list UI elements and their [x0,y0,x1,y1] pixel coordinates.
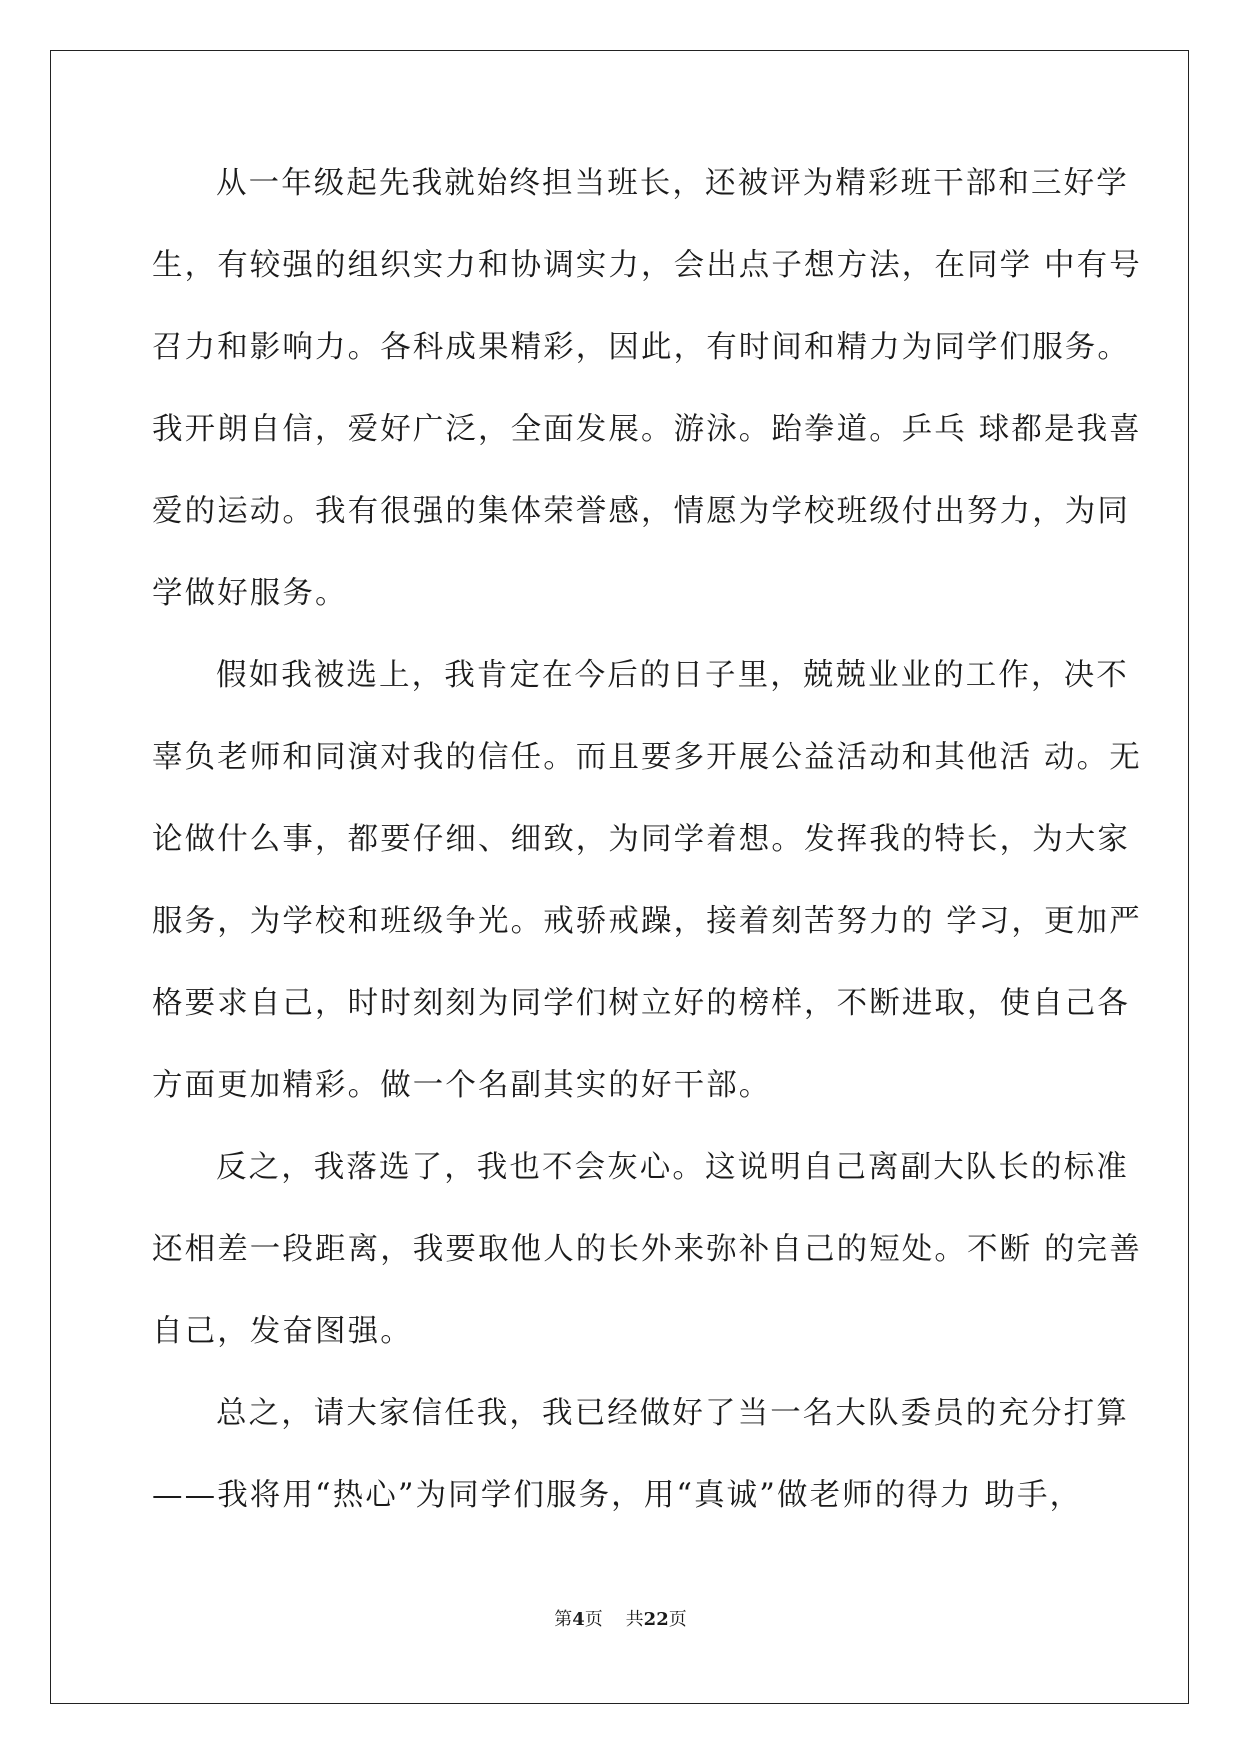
text-line: 格要求自己，时时刻刻为同学们树立好的榜样，不断进取，使自己各 [152,986,1130,1021]
text-line: 爱的运动。我有很强的集体荣誉感，情愿为学校班级付出努力，为同 [152,494,1130,529]
total-pages: 22 [643,1609,669,1630]
text-line: 方面更加精彩。做一个名副其实的好干部。 [152,1068,772,1103]
text-line: 自己，发奋图强。 [152,1314,413,1349]
text-line: 总之，请大家信任我，我已经做好了当一名大队委员的充分打算 [216,1396,1129,1431]
text-line: 服务，为学校和班级争光。戒骄戒躁，接着刻苦努力的 学习，更加严 [152,904,1142,939]
text-line: 假如我被选上，我肯定在今后的日子里，兢兢业业的工作，决不 [216,658,1129,693]
page-suffix: 页 [584,1609,603,1630]
text-line: 从一年级起先我就始终担当班长，还被评为精彩班干部和三好学 [216,166,1129,201]
page-footer [0,1608,1241,1632]
text-line: 还相差一段距离，我要取他人的长外来弥补自己的短处。不断 的完善 [152,1232,1142,1267]
page-number: 4 [572,1609,585,1630]
total-prefix: 共 [625,1609,644,1630]
text-line: 学做好服务。 [152,576,348,611]
text-line: 生，有较强的组织实力和协调实力，会出点子想方法，在同学 中有号 [152,248,1142,283]
text-line: 反之，我落选了，我也不会灰心。这说明自己离副大队长的标准 [216,1150,1129,1185]
document-body [152,150,1142,1544]
total-suffix: 页 [668,1609,687,1630]
page-prefix: 第 [554,1609,573,1630]
text-line: 辜负老师和同演对我的信任。而且要多开展公益活动和其他活 动。无 [152,740,1142,775]
text-line: 我开朗自信，爱好广泛，全面发展。游泳。跆拳道。乒乓 球都是我喜 [152,412,1142,447]
text-line: ——我将用“热心”为同学们服务，用“真诚”做老师的得力 助手， [152,1478,1083,1513]
text-line: 召力和影响力。各科成果精彩，因此，有时间和精力为同学们服务。 [152,330,1130,365]
text-line: 论做什么事，都要仔细、细致，为同学着想。发挥我的特长，为大家 [152,822,1130,857]
